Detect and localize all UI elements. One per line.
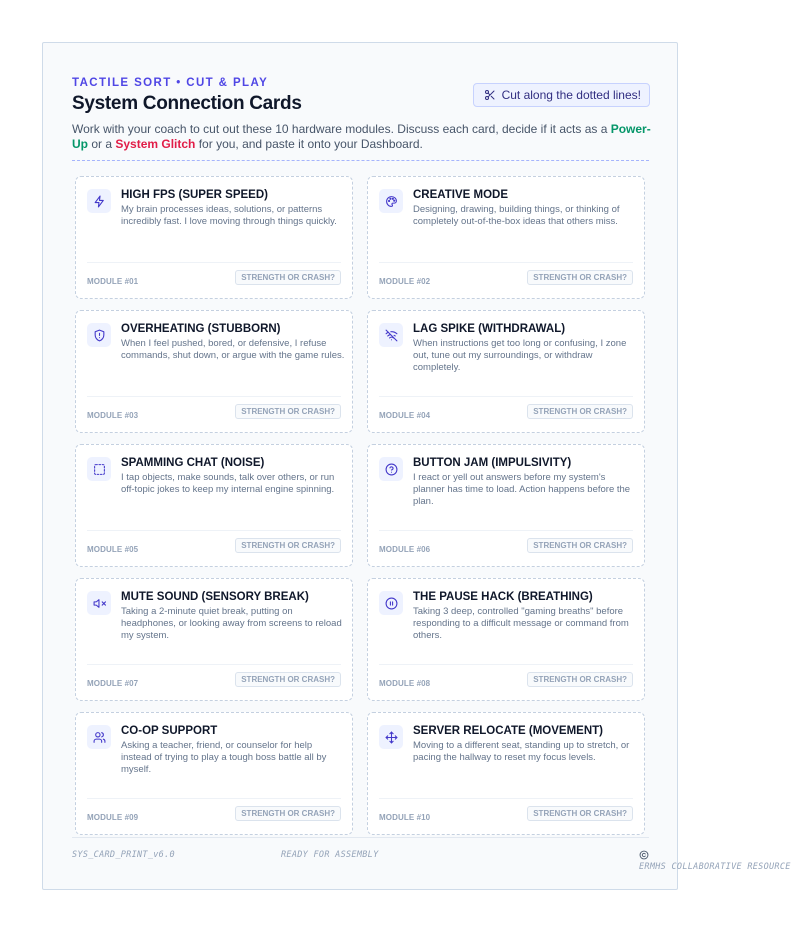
card-tag: STRENGTH OR CRASH?	[527, 270, 633, 285]
card-description: When instructions get too long or confusing, I zone out, tune out my surroundings, or withdraw completely.	[413, 338, 627, 374]
lightning-icon	[93, 195, 106, 208]
page-title: System Connection Cards	[72, 93, 302, 114]
card-title: HIGH FPS (SUPER SPEED)	[121, 189, 268, 201]
worksheet-page	[42, 42, 791, 890]
card-module-id: MODULE #02	[379, 277, 431, 286]
card-footer	[87, 530, 341, 560]
card-tag: STRENGTH OR CRASH?	[527, 538, 633, 553]
card-footer	[379, 262, 633, 292]
footer-version: SYS_CARD_PRINT_v6.0	[72, 850, 175, 860]
card-title: THE PAUSE HACK (BREATHING)	[413, 591, 593, 603]
card-tag: STRENGTH OR CRASH?	[235, 270, 341, 285]
speaker-mute-icon	[93, 597, 106, 610]
card-icon-box	[379, 189, 403, 213]
header	[72, 77, 650, 115]
card-footer	[379, 664, 633, 694]
card-tag: STRENGTH OR CRASH?	[235, 672, 341, 687]
card-description: Asking a teacher, friend, or counselor for help instead of trying to play a tough boss battle all by myself.	[121, 740, 327, 776]
copyright-icon	[639, 850, 649, 860]
card-module-id: MODULE #01	[87, 277, 139, 286]
card-footer	[379, 396, 633, 426]
header-divider	[72, 160, 649, 161]
card-footer	[379, 530, 633, 560]
users-icon	[93, 731, 106, 744]
card-icon-box	[87, 323, 111, 347]
footer-credit-label: ERMHS COLLABORATIVE RESOURCE	[639, 862, 791, 872]
module-card	[75, 712, 353, 835]
card-title: OVERHEATING (STUBBORN)	[121, 323, 281, 335]
card-icon-box	[87, 591, 111, 615]
module-card	[367, 310, 645, 433]
card-footer	[87, 262, 341, 292]
card-title: SERVER RELOCATE (MOVEMENT)	[413, 725, 603, 737]
card-module-id: MODULE #05	[87, 545, 139, 554]
card-description: I react or yell out answers before my system's planner has time to load. Action happens before the plan.	[413, 472, 631, 508]
card-title: SPAMMING CHAT (NOISE)	[121, 457, 265, 469]
card-module-id: MODULE #07	[87, 679, 139, 688]
card-grid	[75, 176, 646, 821]
cut-badge-label: Cut along the dotted lines!	[501, 88, 641, 102]
palette-icon	[385, 195, 398, 208]
module-card	[367, 176, 645, 299]
card-title: MUTE SOUND (SENSORY BREAK)	[121, 591, 309, 603]
footer-status: READY FOR ASSEMBLY	[281, 850, 379, 860]
module-card	[75, 578, 353, 701]
module-card	[75, 176, 353, 299]
card-description: I tap objects, make sounds, talk over others, or run off-topic jokes to keep my internal engine spinning.	[121, 472, 335, 496]
card-footer	[379, 798, 633, 828]
card-footer	[87, 664, 341, 694]
footer	[72, 837, 791, 872]
move-arrows-icon	[385, 731, 398, 744]
power-up-label: Power-Up	[72, 122, 651, 151]
card-title: CREATIVE MODE	[413, 189, 508, 201]
intro-text	[72, 122, 652, 151]
dashed-square-icon	[93, 463, 106, 476]
scissors-icon	[484, 89, 496, 101]
card-tag: STRENGTH OR CRASH?	[235, 806, 341, 821]
module-card	[75, 310, 353, 433]
card-title: LAG SPIKE (WITHDRAWAL)	[413, 323, 566, 335]
card-module-id: MODULE #06	[379, 545, 431, 554]
card-title: CO-OP SUPPORT	[121, 725, 218, 737]
intro-post: for you, and paste it onto your Dashboard.	[195, 136, 423, 151]
card-tag: STRENGTH OR CRASH?	[527, 672, 633, 687]
intro-mid: or a	[88, 136, 116, 151]
card-description: Taking 3 deep, controlled "gaming breaths" before responding to a difficult message or command from others.	[413, 606, 629, 642]
card-tag: STRENGTH OR CRASH?	[527, 806, 633, 821]
card-module-id: MODULE #10	[379, 813, 431, 822]
card-tag: STRENGTH OR CRASH?	[235, 404, 341, 419]
card-description: Designing, drawing, building things, or thinking of completely out-of-the-box ideas that others miss.	[413, 204, 620, 228]
card-footer	[87, 396, 341, 426]
footer-credit	[639, 850, 791, 872]
card-title: BUTTON JAM (IMPULSIVITY)	[413, 457, 572, 469]
card-description: Taking a 2-minute quiet break, putting on headphones, or looking away from screens to reload my system.	[121, 606, 342, 642]
cut-instruction-badge	[473, 83, 650, 107]
card-icon-box	[379, 323, 403, 347]
card-module-id: MODULE #04	[379, 411, 431, 420]
module-card	[367, 578, 645, 701]
system-glitch-label: System Glitch	[115, 136, 196, 151]
card-icon-box	[87, 457, 111, 481]
card-description: Moving to a different seat, standing up to stretch, or pacing the hallway to reset my focus levels.	[413, 740, 630, 764]
card-icon-box	[379, 725, 403, 749]
eyebrow-label: TACTILE SORT • CUT & PLAY	[72, 77, 269, 89]
card-tag: STRENGTH OR CRASH?	[527, 404, 633, 419]
module-card	[75, 444, 353, 567]
module-card	[367, 712, 645, 835]
card-description: My brain processes ideas, solutions, or patterns incredibly fast. I love moving through things quickly.	[121, 204, 337, 228]
card-tag: STRENGTH OR CRASH?	[235, 538, 341, 553]
card-icon-box	[87, 189, 111, 213]
card-icon-box	[87, 725, 111, 749]
pause-circle-icon	[385, 597, 398, 610]
help-circle-icon	[385, 463, 398, 476]
card-module-id: MODULE #03	[87, 411, 139, 420]
card-module-id: MODULE #09	[87, 813, 139, 822]
card-icon-box	[379, 457, 403, 481]
card-module-id: MODULE #08	[379, 679, 431, 688]
module-card	[367, 444, 645, 567]
intro-pre: Work with your coach to cut out these 10 hardware modules. Discuss each card, decide if it acts as a	[72, 122, 611, 136]
wifi-off-icon	[385, 329, 398, 342]
card-footer	[87, 798, 341, 828]
shield-alert-icon	[93, 329, 106, 342]
card-description: When I feel pushed, bored, or defensive, I refuse commands, shut down, or argue with the game rules.	[121, 338, 345, 362]
card-icon-box	[379, 591, 403, 615]
